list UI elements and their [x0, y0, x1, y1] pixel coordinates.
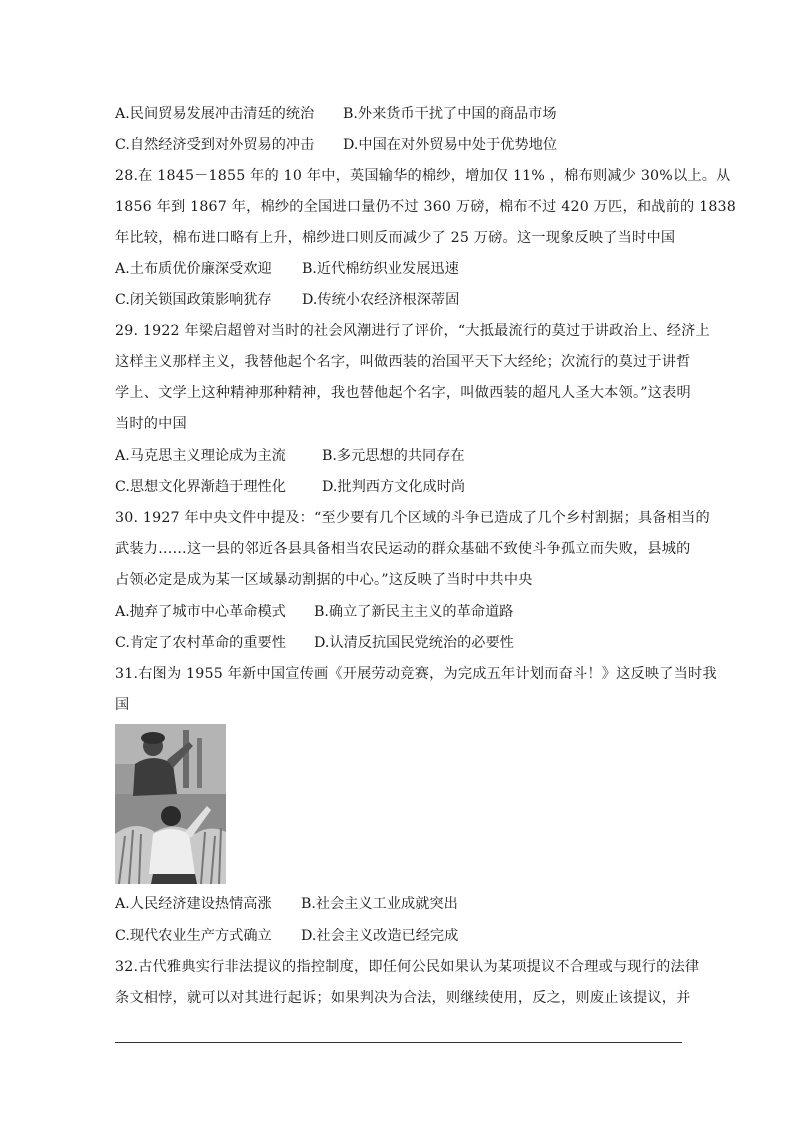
- q28-option-c: C.闭关锁国政策影响犹存: [115, 292, 272, 308]
- q30-option-d: D.认清反抗国民党统治的必要性: [314, 635, 514, 651]
- q32-stem-line-2: 条文相悖，就可以对其进行起诉；如果判决为合法，则继续使用，反之，则废止该提议，并: [115, 990, 691, 1006]
- q28-stem-line-2: 1856 年到 1867 年，棉纱的全国进口量仍不过 360 万磅，棉布不过 420 万匹，和战前的 1838: [115, 199, 736, 215]
- q30-stem-line-1: 30. 1927 年中央文件中提及：“至少要有几个区域的斗争已造成了几个乡村割据；具备相当的: [115, 510, 710, 526]
- q30-option-b: B.确立了新民主主义的革命道路: [314, 604, 514, 620]
- q28-stem-line-1: 28.在 1845－1855 年的 10 年中，英国输华的棉纱，增加仅 11% ，棉布则减少 30%以上。从: [115, 168, 731, 184]
- q28-stem-line-3: 年比较，棉布进口略有上升，棉纱进口则反而减少了 25 万磅。这一现象反映了当时中国: [115, 230, 676, 246]
- q30-stem-line-3: 占领必定是成为某一区域暴动割据的中心。”这反映了当时中共中央: [115, 572, 533, 588]
- q31-option-c: C.现代农业生产方式确立: [115, 928, 272, 944]
- q31-option-a: A.人民经济建设热情高涨: [115, 896, 272, 912]
- q29-option-a: A.马克思主义理论成为主流: [115, 448, 286, 464]
- q30-stem-line-2: 武装力……这一县的邻近各县具备相当农民运动的群众基础不致使斗争孤立而失败，县城的: [115, 541, 691, 557]
- q31-option-d: D.社会主义改造已经完成: [301, 928, 459, 944]
- footer-divider: [115, 1042, 682, 1043]
- q27-option-b: B.外来货币干扰了中国的商品市场: [343, 106, 557, 122]
- q29-stem-line-1: 29. 1922 年梁启超曾对当时的社会风潮进行了评价，“大抵最流行的莫过于讲政治上、经济上: [115, 323, 710, 339]
- q29-option-d: D.批判西方文化成时尚: [322, 479, 466, 495]
- q31-stem-line-2: 国: [115, 697, 130, 713]
- q31-stem-line-1: 31.右图为 1955 年新中国宣传画《开展劳动竞赛，为完成五年计划而奋斗！》这反映了当时我: [115, 666, 717, 682]
- q31-option-b: B.社会主义工业成就突出: [301, 896, 458, 912]
- q28-option-d: D.传统小农经济根深蒂固: [302, 292, 460, 308]
- q29-option-b: B.多元思想的共同存在: [322, 448, 465, 464]
- q27-option-d: D.中国在对外贸易中处于优势地位: [343, 137, 558, 153]
- q29-option-c: C.思想文化界渐趋于理性化: [115, 479, 286, 495]
- q28-option-b: B.近代棉纺织业发展迅速: [302, 261, 459, 277]
- q30-option-a: A.抛弃了城市中心革命模式: [115, 604, 286, 620]
- q29-stem-line-4: 当时的中国: [115, 416, 187, 432]
- propaganda-poster-image: [115, 724, 226, 884]
- q30-option-c: C.肯定了农村革命的重要性: [115, 635, 286, 651]
- q27-option-a: A.民间贸易发展冲击清廷的统治: [115, 106, 315, 122]
- q27-option-c: C.自然经济受到对外贸易的冲击: [115, 137, 315, 153]
- q28-option-a: A.土布质优价廉深受欢迎: [115, 261, 272, 277]
- q29-stem-line-3: 学上、文学上这种精神那种精神，我也替他起个名字，叫做西装的超凡人圣大本领。”这表明: [115, 385, 691, 401]
- q32-stem-line-1: 32.古代雅典实行非法提议的指控制度，即任何公民如果认为某项提议不合理或与现行的法律: [115, 959, 700, 975]
- q29-stem-line-2: 这样主义那样主义，我替他起个名字，叫做西装的治国平天下大经纶；次流行的莫过于讲哲: [115, 354, 691, 370]
